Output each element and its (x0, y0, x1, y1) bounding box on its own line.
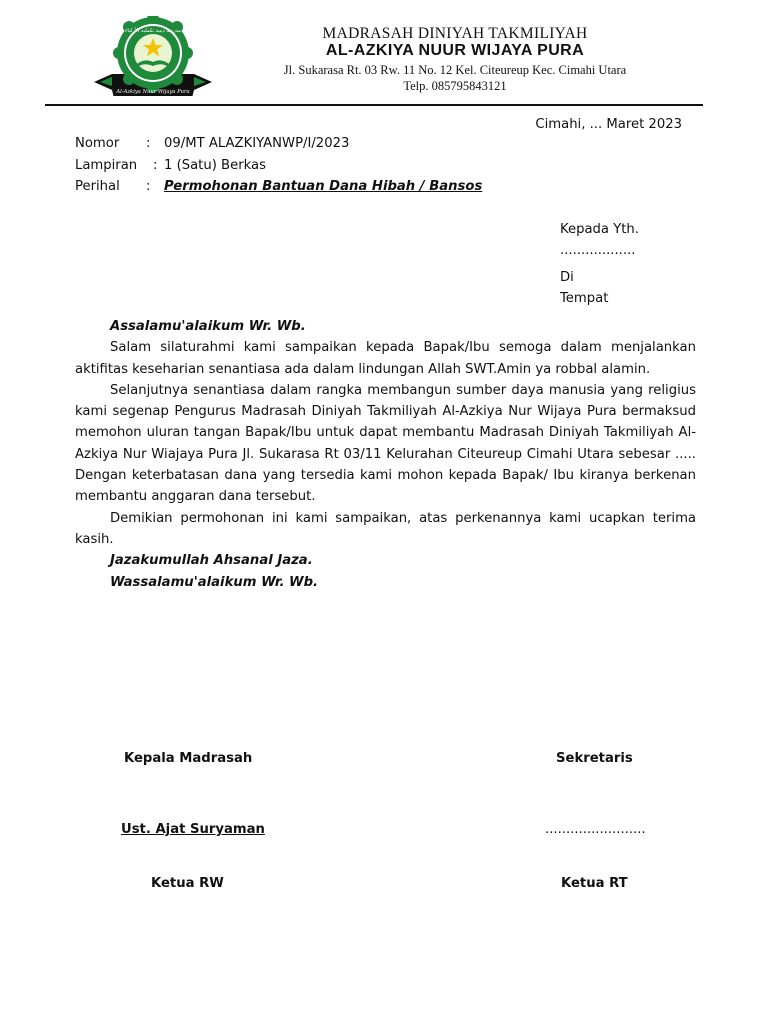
paragraph-2: Selanjutnya senantiasa dalam rangka membangun sumber daya manusia yang religius kami segenap Pengurus Madrasah Diniyah Takmiliyah Al-Azkiya Nur Wijaya Pura bermaksud memohon uluran tangan Bapak/Ibu untuk dapat membantu Madrasah Diniyah Takmiliyah Al-Azkiya Nur Wiajaya Pura Jl. Sukarasa Rt 03/11 Kelurahan Citeureup Cimahi Utara sebesar ..... Dengan keterbatasan dana yang tersedia kami mohon kepada Bapak/ Ibu kiranya berkenan membantu anggaran dana tersebut. (75, 382, 696, 505)
closing-2: Wassalamu'alaikum Wr. Wb. (110, 574, 319, 590)
lampiran-value: 1 (Satu) Berkas (164, 158, 266, 173)
header-divider (45, 104, 703, 106)
nomor-separator: : (146, 136, 151, 151)
signature-left-title: Kepala Madrasah (124, 751, 253, 766)
recipient-line-1: Kepada Yth. (560, 222, 639, 237)
perihal-label: Perihal (75, 179, 120, 194)
perihal-value: Permohonan Bantuan Dana Hibah / Bansos (164, 179, 483, 194)
signature-left-name: Ust. Ajat Suryaman (121, 822, 265, 837)
recipient-line-3: Di (560, 270, 574, 285)
institution-name: AL-AZKIYA NUUR WIJAYA PURA (325, 42, 585, 59)
madrasah-logo (92, 16, 214, 96)
nomor-label: Nomor (75, 136, 120, 151)
closing-1: Jazakumullah Ahsanal Jaza. (110, 553, 313, 569)
signature-right-bottom: Ketua RT (561, 876, 628, 891)
lampiran-label: Lampiran (75, 158, 138, 173)
nomor-value: 09/MT ALAZKIYANWP/I/2023 (164, 136, 350, 151)
lampiran-separator: : (153, 158, 158, 173)
institution-phone: Telp. 085795843121 (403, 79, 507, 93)
logo-ribbon-text: Al-Azkiya Nuur Wijaya Pura (116, 89, 190, 95)
signature-right-name: ........................ (545, 822, 646, 837)
institution-address: Jl. Sukarasa Rt. 03 Rw. 11 No. 12 Kel. Citeureup Kec. Cimahi Utara (283, 63, 627, 77)
salutation: Assalamu'alaikum Wr. Wb. (110, 319, 306, 334)
recipient-line-2: .................. (560, 243, 636, 258)
recipient-line-4: Tempat (560, 291, 609, 306)
paragraph-1: Salam silaturahmi kami sampaikan kepada Bapak/Ibu semoga dalam menjalankan aktifitas keseharian senantiasa ada dalam lindungan Allah SWT.Amin ya robbal alamin. (75, 340, 696, 377)
letter-date: Cimahi, ... Maret 2023 (535, 117, 682, 132)
paragraph-3: Demikian permohonan ini kami sampaikan, atas perkenannya kami ucapkan terima kasih. (75, 510, 696, 547)
letter-body (75, 316, 696, 593)
logo-arabic-text: مدرسة دينية تكملية الأزكياء (125, 28, 181, 34)
perihal-separator: : (146, 179, 151, 194)
signature-left-bottom: Ketua RW (151, 876, 224, 891)
signature-right-title: Sekretaris (556, 751, 633, 766)
institution-type: MADRASAH DINIYAH TAKMILIYAH (322, 25, 588, 42)
